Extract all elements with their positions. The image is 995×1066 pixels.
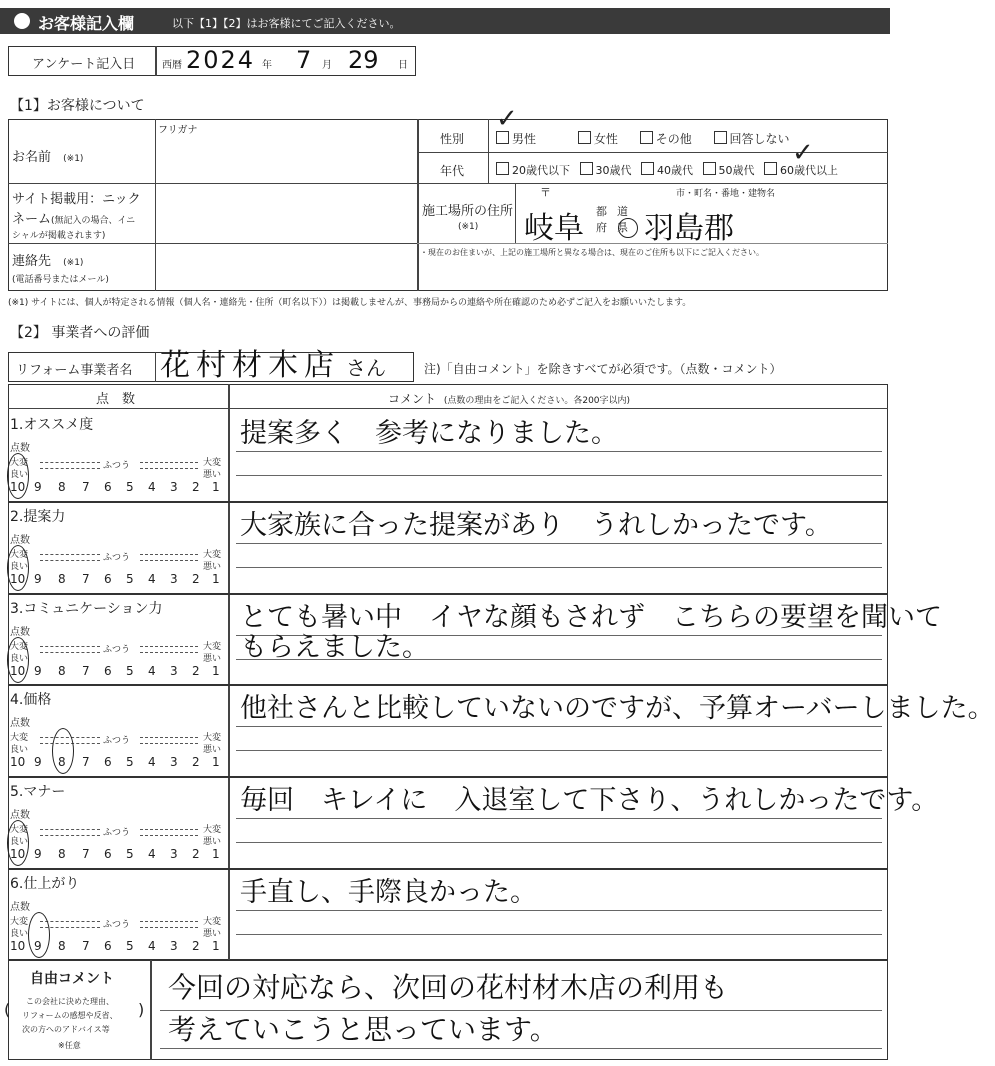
- scale-right-2: 悪い: [203, 837, 222, 847]
- comment-header-note: (点数の理由をご記入ください。各200字以内): [443, 396, 631, 406]
- scale-right-1: 大変: [203, 642, 222, 652]
- gender-option-label: 回答しない: [729, 132, 790, 146]
- scale-number[interactable]: 1: [212, 755, 220, 769]
- scale-arrow-right-icon: [140, 829, 198, 836]
- comment-text[interactable]: 提案多く 参考になりました。: [240, 418, 618, 449]
- district-handwritten[interactable]: 羽島郡: [644, 211, 734, 246]
- scale-number[interactable]: 5: [126, 939, 134, 953]
- pref-suffix: 府: [596, 221, 607, 234]
- gender-option-label: 男性: [512, 132, 537, 146]
- section1-title: 【1】お客様について: [10, 98, 145, 114]
- scale-number[interactable]: 4: [148, 939, 156, 953]
- scale-number[interactable]: 9: [34, 664, 42, 678]
- scale-right-2: 悪い: [203, 470, 222, 480]
- scale-number[interactable]: 2: [192, 755, 200, 769]
- scale-left-2: 良い: [10, 745, 29, 755]
- scale-number[interactable]: 5: [126, 572, 134, 586]
- age-option-label: 50歳代: [718, 164, 755, 177]
- gender-option-none[interactable]: [714, 132, 790, 146]
- scale-number[interactable]: 8: [58, 847, 66, 861]
- male-checkmark-icon: ✓: [496, 104, 518, 134]
- contact-label-text: 連絡先: [12, 254, 52, 269]
- scale-right-2: 悪い: [203, 745, 222, 755]
- gender-label: 性別: [440, 132, 465, 146]
- free-comment-sub2: リフォームの感想や反省、: [22, 1011, 118, 1020]
- score-label: 点数: [10, 443, 30, 454]
- scale-number[interactable]: 1: [212, 939, 220, 953]
- scale-right-1: 大変: [203, 550, 222, 560]
- header-note: 以下【1】【2】はお客様にてご記入ください。: [172, 17, 401, 30]
- age-option-40s[interactable]: [641, 164, 693, 177]
- scale-number[interactable]: 4: [148, 572, 156, 586]
- scale-number[interactable]: 2: [192, 572, 200, 586]
- pref-suffix: 道: [617, 205, 628, 218]
- date-month-unit: 月: [322, 60, 332, 71]
- nickname-label-2-note: (無記入の場合、イニ: [51, 216, 136, 226]
- score-selected-circle: [28, 912, 50, 958]
- age-option-label: 40歳代: [657, 164, 693, 177]
- scale-number[interactable]: 6: [104, 572, 112, 586]
- pref-suffix: 県: [617, 221, 628, 234]
- scale-number[interactable]: 10: [10, 664, 26, 678]
- score-label: 点数: [10, 810, 30, 821]
- scale-number[interactable]: 10: [10, 572, 26, 586]
- rating-item-label: 4.価格: [10, 692, 52, 708]
- scale-mid: ふつう: [103, 920, 131, 930]
- scale-number[interactable]: 10: [10, 939, 26, 953]
- scale-number[interactable]: 2: [192, 664, 200, 678]
- scale-right-1: 大変: [203, 917, 222, 927]
- scale-number[interactable]: 9: [34, 572, 42, 586]
- comment-column-header: [388, 390, 630, 407]
- age-checkmark-icon: ✓: [792, 138, 814, 168]
- scale-number[interactable]: 6: [104, 480, 112, 494]
- rating-item-label: 1.オススメ度: [10, 417, 94, 433]
- scale-number[interactable]: 1: [212, 480, 220, 494]
- scale-arrow-right-icon: [140, 921, 198, 928]
- comment-rule-line: [236, 543, 882, 544]
- name-label: [12, 146, 83, 165]
- scale-number[interactable]: 6: [104, 847, 112, 861]
- scale-number[interactable]: 5: [126, 755, 134, 769]
- nickname-label-3: シャルが掲載されます): [12, 231, 106, 241]
- score-selected-circle: [52, 728, 74, 774]
- comment-rule-line: [236, 842, 882, 843]
- header-dot-icon: [14, 13, 30, 29]
- address-label: 施工場所の住所: [422, 204, 514, 219]
- gender-option-label: その他: [655, 132, 692, 146]
- paren-right-icon: ): [138, 1000, 145, 1019]
- scale-number[interactable]: 8: [58, 480, 66, 494]
- scale-left-2: 良い: [10, 562, 29, 572]
- comment-rule-line: [236, 818, 882, 819]
- scale-number[interactable]: 8: [58, 939, 66, 953]
- scale-number[interactable]: 9: [34, 480, 42, 494]
- scale-left-2: 良い: [10, 929, 29, 939]
- scale-mid: ふつう: [103, 645, 131, 655]
- address-footnote: ・現在のお住まいが、上記の施工場所と異なる場合は、現在のご住所も以下にご記入ください。: [420, 248, 764, 257]
- scale-number[interactable]: 10: [10, 755, 26, 769]
- scale-number[interactable]: 4: [148, 480, 156, 494]
- comment-rule-line: [236, 750, 882, 751]
- scale-arrow-left-icon: [40, 554, 100, 561]
- free-comment-sub1: この会社に決めた理由、: [26, 997, 114, 1006]
- free-comment-label: 自由コメント: [30, 971, 114, 987]
- score-selected-circle: [7, 453, 29, 499]
- age-label: 年代: [440, 164, 465, 178]
- pref-suffix: 都: [596, 205, 607, 218]
- scale-mid: ふつう: [103, 461, 131, 471]
- scale-number[interactable]: 1: [212, 847, 220, 861]
- scale-left-1: 大変: [10, 642, 29, 652]
- scale-right-1: 大変: [203, 458, 222, 468]
- scale-left-1: 大変: [10, 733, 29, 743]
- score-selected-circle: [7, 545, 29, 591]
- scale-right-2: 悪い: [203, 654, 222, 664]
- scale-number[interactable]: 8: [58, 572, 66, 586]
- gender-option-label: 女性: [593, 132, 618, 146]
- gender-options: [496, 130, 790, 147]
- scale-number[interactable]: 3: [170, 939, 178, 953]
- date-era: 西暦: [162, 60, 182, 71]
- checkbox-icon: [640, 131, 653, 144]
- section2-title: 【2】 事業者への評価: [10, 325, 150, 341]
- scale-number[interactable]: 7: [82, 939, 90, 953]
- age-option-50s[interactable]: [703, 164, 755, 177]
- scale-number[interactable]: 10: [10, 480, 26, 494]
- nickname-label-1: サイト掲載用：ニック: [12, 192, 141, 207]
- comment-rule-line: [236, 451, 882, 452]
- comment-text[interactable]: とても暑い中 イヤな顔もされず こちらの要望を聞いて: [240, 602, 942, 633]
- scale-arrow-right-icon: [140, 646, 198, 653]
- scale-number[interactable]: 6: [104, 755, 112, 769]
- score-label: 点数: [10, 718, 30, 729]
- scale-number[interactable]: 7: [82, 664, 90, 678]
- checkbox-icon: [496, 162, 509, 175]
- comment-text[interactable]: 毎回 キレイに 入退室して下さり、うれしかったです。: [240, 785, 939, 816]
- scale-number[interactable]: 6: [104, 664, 112, 678]
- scale-number[interactable]: 8: [58, 664, 66, 678]
- scale-number[interactable]: 3: [170, 480, 178, 494]
- scale-number[interactable]: 7: [82, 755, 90, 769]
- age-option-30s[interactable]: [580, 164, 632, 177]
- date-month: 7: [296, 46, 312, 74]
- paren-left-icon: (: [4, 1000, 11, 1019]
- score-selected-circle: [7, 637, 29, 683]
- address-note: (※1): [458, 222, 479, 232]
- checkbox-icon: [641, 162, 654, 175]
- comment-rule-line: [236, 475, 882, 476]
- score-label: 点数: [10, 535, 30, 546]
- scale-number[interactable]: 9: [34, 939, 42, 953]
- name-label-note: (※1): [63, 154, 84, 164]
- scale-number[interactable]: 1: [212, 664, 220, 678]
- rating-item-label: 3.コミュニケーション力: [10, 601, 163, 617]
- scale-left-2: 良い: [10, 837, 29, 847]
- scale-arrow-left-icon: [40, 646, 100, 653]
- rating-item-label: 5.マナー: [10, 784, 66, 800]
- scale-number[interactable]: 2: [192, 847, 200, 861]
- age-option-label: 30歳代: [595, 164, 632, 177]
- scale-number[interactable]: 6: [104, 939, 112, 953]
- contact-sub: (電話番号またはメール): [12, 275, 109, 285]
- scale-number[interactable]: 2: [192, 939, 200, 953]
- scale-left-1: 大変: [10, 550, 29, 560]
- scale-number[interactable]: 3: [170, 755, 178, 769]
- scale-number[interactable]: 3: [170, 572, 178, 586]
- score-selected-circle: [7, 820, 29, 866]
- scale-number[interactable]: 9: [34, 755, 42, 769]
- furigana-label: フリガナ: [158, 125, 198, 136]
- scale-number[interactable]: 7: [82, 572, 90, 586]
- date-year-unit: 年: [262, 60, 272, 71]
- company-suffix: さん: [346, 356, 386, 380]
- header-title: お客様記入欄: [38, 14, 135, 33]
- age-option-20s[interactable]: [496, 164, 570, 177]
- scale-number[interactable]: 3: [170, 664, 178, 678]
- gender-option-female[interactable]: [578, 132, 618, 146]
- scale-number[interactable]: 1: [212, 572, 220, 586]
- scale-number[interactable]: 7: [82, 847, 90, 861]
- address-extra-field[interactable]: [420, 260, 884, 288]
- comment-text[interactable]: 手直し、手際良かった。: [240, 877, 537, 908]
- date-day: 29: [348, 46, 379, 74]
- scale-left-2: 良い: [10, 654, 29, 664]
- prefecture-handwritten[interactable]: 岐阜: [524, 211, 584, 246]
- comment-rule-line: [236, 726, 882, 727]
- free-comment-line-2[interactable]: 考えていこうと思っています。: [168, 1013, 558, 1046]
- date-label: アンケート記入日: [32, 57, 136, 72]
- nickname-label-2-text: ネーム: [12, 212, 52, 227]
- gender-option-other[interactable]: [640, 132, 692, 146]
- company-label: リフォーム事業者名: [16, 363, 133, 378]
- name-field[interactable]: [160, 136, 410, 180]
- scale-arrow-left-icon: [40, 829, 100, 836]
- comment-header-text: コメント: [388, 392, 437, 406]
- free-comment-line-1[interactable]: 今回の対応なら、次回の花村材木店の利用も: [168, 971, 729, 1004]
- checkbox-icon: [578, 131, 591, 144]
- comment-text[interactable]: 他社さんと比較していないのですが、予算オーバーしました。: [240, 693, 995, 724]
- scale-number[interactable]: 9: [34, 847, 42, 861]
- scale-arrow-right-icon: [140, 737, 198, 744]
- contact-field[interactable]: [160, 248, 410, 286]
- scale-number[interactable]: 4: [148, 847, 156, 861]
- required-note: 注)「自由コメント」を除きすべてが必須です。（点数・コメント）: [424, 362, 782, 376]
- scale-number[interactable]: 5: [126, 480, 134, 494]
- scale-left-1: 大変: [10, 825, 29, 835]
- scale-arrow-left-icon: [40, 462, 100, 469]
- city-header: 市・町名・番地・建物名: [676, 189, 776, 199]
- scale-right-1: 大変: [203, 825, 222, 835]
- comment-rule-line: [236, 910, 882, 911]
- free-comment-sub3: 次の方へのアドバイス等: [22, 1025, 110, 1034]
- pref-selected-circle: [618, 218, 638, 238]
- company-name-text: 花村材木店: [160, 348, 340, 383]
- comment-rule-line: [236, 934, 882, 935]
- score-column-header: 点 数: [96, 392, 136, 407]
- scale-number[interactable]: 5: [126, 664, 134, 678]
- scale-number[interactable]: 4: [148, 755, 156, 769]
- postal-mark: 〒: [540, 186, 551, 199]
- free-comment-optional: ※任意: [58, 1041, 81, 1050]
- scale-arrow-right-icon: [140, 554, 198, 561]
- scale-right-2: 悪い: [203, 929, 222, 939]
- scale-left-1: 大変: [10, 458, 29, 468]
- scale-left-1: 大変: [10, 917, 29, 927]
- scale-number[interactable]: 8: [58, 755, 66, 769]
- scale-number[interactable]: 10: [10, 847, 26, 861]
- scale-number[interactable]: 7: [82, 480, 90, 494]
- scale-right-1: 大変: [203, 733, 222, 743]
- age-options: [496, 162, 838, 178]
- scale-number[interactable]: 5: [126, 847, 134, 861]
- age-option-label: 20歳代以下: [512, 164, 570, 177]
- comment-text[interactable]: もらえました。: [240, 632, 429, 663]
- rating-item-label: 6.仕上がり: [10, 876, 80, 892]
- checkbox-icon: [714, 131, 727, 144]
- score-label: 点数: [10, 627, 30, 638]
- company-name-handwritten[interactable]: [160, 340, 386, 384]
- comment-text[interactable]: 大家族に合った提案があり うれしかったです。: [240, 510, 832, 541]
- name-label-text: お名前: [12, 150, 52, 165]
- privacy-footnote: (※1) サイトには、個人が特定される情報（個人名・連絡先・住所（町名以下））は掲載しませんが、事務局からの連絡や所在確認のため必ずご記入をお願いいたします。: [8, 298, 692, 308]
- gender-option-male[interactable]: [496, 132, 536, 146]
- scale-right-2: 悪い: [203, 562, 222, 572]
- contact-label-note: (※1): [63, 258, 84, 268]
- scale-number[interactable]: 2: [192, 480, 200, 494]
- checkbox-icon: [764, 162, 777, 175]
- scale-number[interactable]: 3: [170, 847, 178, 861]
- scale-left-2: 良い: [10, 470, 29, 480]
- scale-mid: ふつう: [103, 736, 131, 746]
- nickname-field[interactable]: [160, 188, 410, 238]
- contact-label: [12, 250, 83, 269]
- scale-number[interactable]: 4: [148, 664, 156, 678]
- score-label: 点数: [10, 902, 30, 913]
- date-year: 2024: [186, 46, 256, 74]
- checkbox-icon: [703, 162, 716, 175]
- scale-arrow-right-icon: [140, 462, 198, 469]
- age-option-label: 60歳代以上: [780, 164, 838, 177]
- comment-rule-line: [236, 567, 882, 568]
- scale-mid: ふつう: [103, 553, 131, 563]
- checkbox-icon: [580, 162, 593, 175]
- scale-mid: ふつう: [103, 828, 131, 838]
- date-day-unit: 日: [398, 60, 408, 71]
- nickname-label-2: [12, 208, 135, 227]
- rating-item-label: 2.提案力: [10, 509, 66, 525]
